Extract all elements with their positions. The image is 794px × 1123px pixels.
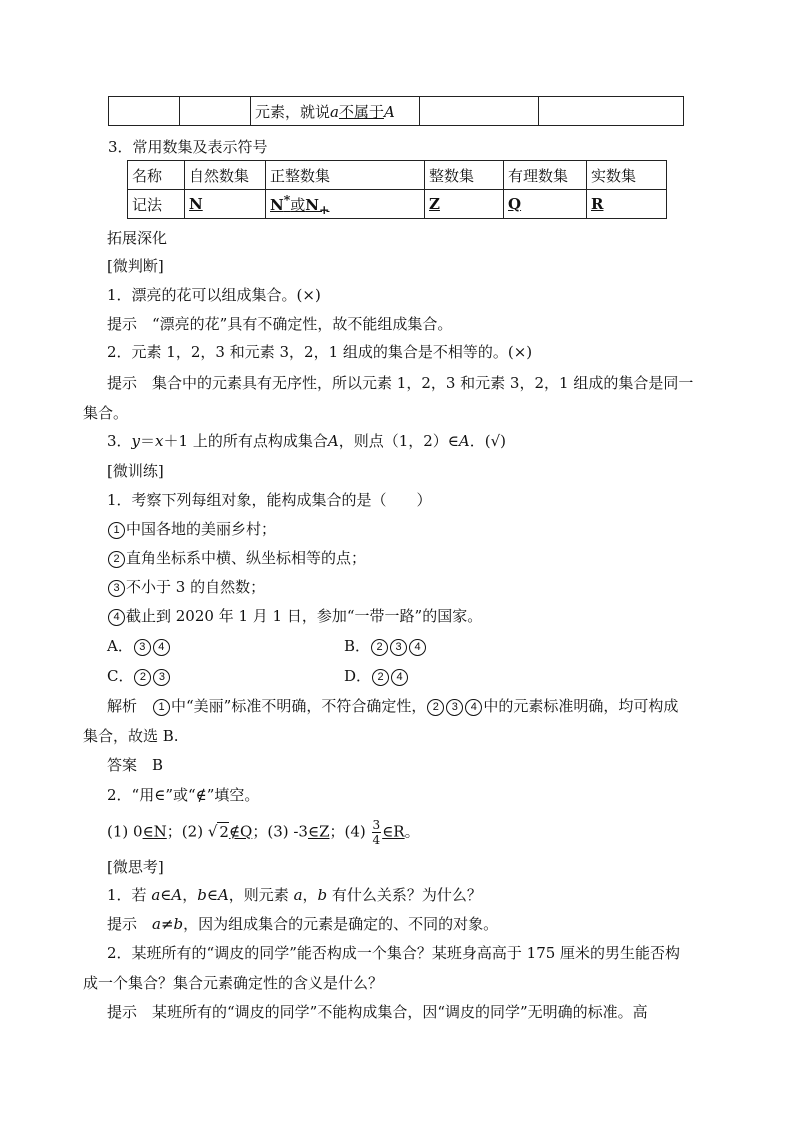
cell-symbol xyxy=(266,190,425,219)
text: ＋1 上的所有点构成集合 xyxy=(163,432,328,450)
judge-item-2: 2．元素 1，2，3 和元素 3，2，1 组成的集合是不相等的。(×) xyxy=(107,343,533,361)
header-cell: 有理数集 xyxy=(504,161,587,190)
radicand: 2 xyxy=(219,822,229,841)
header-cell: 整数集 xyxy=(425,161,504,190)
judge-hint-1: 提示 “漂亮的花”具有不确定性，故不能组成集合。 xyxy=(107,315,453,333)
text: ∈ xyxy=(160,886,172,904)
text: ；(4) xyxy=(329,822,371,841)
table-continuation xyxy=(108,96,684,126)
symbol-text: N xyxy=(305,195,319,214)
answer: 答案 B xyxy=(107,756,164,774)
denominator: 4 xyxy=(372,833,381,847)
header-cell: 自然数集 xyxy=(185,161,266,190)
variable-a: a xyxy=(293,886,303,904)
symbol-Z: Z xyxy=(429,195,440,213)
train-question-1: 1．考察下列每组对象，能构成集合的是（ ） xyxy=(107,491,432,509)
symbol-text: N xyxy=(270,195,284,214)
variable-b: b xyxy=(317,886,328,904)
table-cell-empty xyxy=(109,97,180,126)
table-row xyxy=(109,97,684,126)
set-A: A xyxy=(171,886,183,904)
circled-number: 3 xyxy=(390,639,407,656)
circled-number: 3 xyxy=(446,699,463,716)
list-item-text: 直角坐标系中横、纵坐标相等的点； xyxy=(126,549,367,567)
list-item-text: 截止到 2020 年 1 月 1 日，参加“一带一路”的国家。 xyxy=(126,607,483,625)
text: ，则点（1，2）∈ xyxy=(338,432,459,450)
judge-hint-2: 提示 集合中的元素具有无序性，所以元素 1，2，3 和元素 3，2，1 组成的集合是同一 xyxy=(107,374,694,392)
list-item xyxy=(107,577,265,597)
train-question-2: 2．“用∈”或“∉”填空。 xyxy=(107,786,260,804)
judge-item-1: 1．漂亮的花可以组成集合。(×) xyxy=(107,286,321,304)
variable-a: a xyxy=(152,915,161,933)
option-label: B． xyxy=(344,637,371,655)
number-sets-table xyxy=(127,160,667,219)
judge-hint-2-cont: 集合。 xyxy=(83,404,129,422)
variable-y: y xyxy=(131,432,141,450)
circled-number: 4 xyxy=(153,639,170,656)
set-A: A xyxy=(217,886,229,904)
analysis-label: 解析 xyxy=(107,697,153,715)
section-title: 3．常用数集及表示符号 xyxy=(108,138,268,156)
analysis-text: 中“美丽”标准不明确，不符合确定性， xyxy=(171,697,427,715)
variable-a: a xyxy=(330,102,339,121)
text: ， xyxy=(182,886,198,904)
table-cell-empty xyxy=(180,97,251,126)
option-a xyxy=(107,636,171,656)
analysis xyxy=(107,696,678,716)
circled-number: 4 xyxy=(465,699,482,716)
list-item xyxy=(107,548,366,568)
set-A: A xyxy=(327,432,339,450)
text: ， xyxy=(302,886,318,904)
text: ．(√) xyxy=(469,432,506,450)
symbol-Q: Q xyxy=(508,195,522,213)
cell-symbol xyxy=(425,190,504,219)
cell-symbol xyxy=(587,190,667,219)
judge-title: [微判断] xyxy=(107,257,164,275)
list-item xyxy=(107,519,276,539)
option-c xyxy=(107,666,171,686)
subscript: + xyxy=(319,201,330,217)
think-item-1 xyxy=(107,885,482,905)
cell-symbol xyxy=(185,190,266,219)
relation-text: 不属于 xyxy=(338,102,384,121)
header-cell: 实数集 xyxy=(587,161,667,190)
numerator: 3 xyxy=(372,818,381,832)
option-label: D． xyxy=(344,667,372,685)
set-A: A xyxy=(383,102,395,121)
symbol-R: R xyxy=(591,195,604,213)
text: ，因为组成集合的元素是确定的、不同的对象。 xyxy=(183,915,499,933)
fill-in-line xyxy=(107,818,420,847)
text: ，则元素 xyxy=(228,886,294,904)
table-cell-empty xyxy=(539,97,684,126)
text: ＝ xyxy=(140,432,156,450)
text: 3． xyxy=(107,432,132,450)
circled-number: 2 xyxy=(427,699,444,716)
answer-symbol: ∉Q xyxy=(228,822,253,841)
circled-number: 1 xyxy=(153,699,170,716)
text: ；(2) xyxy=(166,822,208,841)
superscript: * xyxy=(283,191,291,207)
text: ≠ xyxy=(160,915,174,933)
option-d xyxy=(344,666,409,686)
circled-number: 4 xyxy=(391,669,408,686)
header-cell: 正整数集 xyxy=(266,161,425,190)
analysis-cont: 集合，故选 B. xyxy=(83,727,179,745)
table-cell-empty xyxy=(420,97,539,126)
answer-symbol: ∈R xyxy=(382,822,405,841)
option-b xyxy=(344,636,427,656)
list-item xyxy=(107,606,482,626)
circled-number: 4 xyxy=(409,639,426,656)
circled-number: 2 xyxy=(371,639,388,656)
analysis-text: 中的元素标准明确，均可构成 xyxy=(483,697,679,715)
circled-number: 2 xyxy=(134,669,151,686)
circled-number: 2 xyxy=(108,551,125,568)
connector-text: 或 xyxy=(290,195,306,214)
text: 提示 xyxy=(107,915,153,933)
option-label: C． xyxy=(107,667,134,685)
variable-a: a xyxy=(151,886,161,904)
think-item-2: 2．某班所有的“调皮的同学”能否构成一个集合？某班身高高于 175 厘米的男生能否构 xyxy=(107,944,681,962)
list-item-text: 中国各地的美丽乡村； xyxy=(126,520,277,538)
text: ；(3) -3 xyxy=(252,822,308,841)
variable-b: b xyxy=(197,886,207,904)
row-label: 记法 xyxy=(128,190,185,219)
option-label: A． xyxy=(107,637,133,655)
fraction xyxy=(372,818,382,847)
table-cell-not-belong xyxy=(251,97,420,126)
text: 。 xyxy=(404,822,420,841)
text: 有什么关系？为什么？ xyxy=(327,886,482,904)
list-item-text: 不小于 3 的自然数； xyxy=(126,578,266,596)
header-cell: 名称 xyxy=(128,161,185,190)
table-row xyxy=(128,190,667,219)
answer-symbol: ∈N xyxy=(142,822,167,841)
text: 1．若 xyxy=(107,886,152,904)
circled-number: 2 xyxy=(372,669,389,686)
extend-title: 拓展深化 xyxy=(107,229,168,247)
text: ∈ xyxy=(206,886,218,904)
text: (1) 0 xyxy=(107,822,143,841)
circled-number: 1 xyxy=(108,522,125,539)
sqrt-expression: √ 2 xyxy=(207,822,229,841)
circled-number: 3 xyxy=(134,639,151,656)
train-title: [微训练] xyxy=(107,462,164,480)
circled-number: 4 xyxy=(108,609,125,626)
variable-b: b xyxy=(173,915,184,933)
think-title: [微思考] xyxy=(107,858,164,876)
judge-item-3 xyxy=(107,431,506,451)
cell-symbol xyxy=(504,190,587,219)
set-A: A xyxy=(458,432,470,450)
think-hint-1 xyxy=(107,914,498,934)
answer-symbol: ∈Z xyxy=(307,822,330,841)
table-header-row xyxy=(128,161,667,190)
circled-number: 3 xyxy=(108,580,125,597)
cell-text: 元素，就说 xyxy=(255,102,331,121)
circled-number: 3 xyxy=(153,669,170,686)
think-item-2-cont: 成一个集合？集合元素确定性的含义是什么？ xyxy=(83,974,384,992)
think-hint-2: 提示 某班所有的“调皮的同学”不能构成集合，因“调皮的同学”无明确的标准。高 xyxy=(107,1003,648,1021)
symbol-Nplus xyxy=(305,195,330,217)
symbol-N: N xyxy=(189,195,203,213)
variable-x: x xyxy=(155,432,164,450)
symbol-Nstar xyxy=(270,191,291,214)
